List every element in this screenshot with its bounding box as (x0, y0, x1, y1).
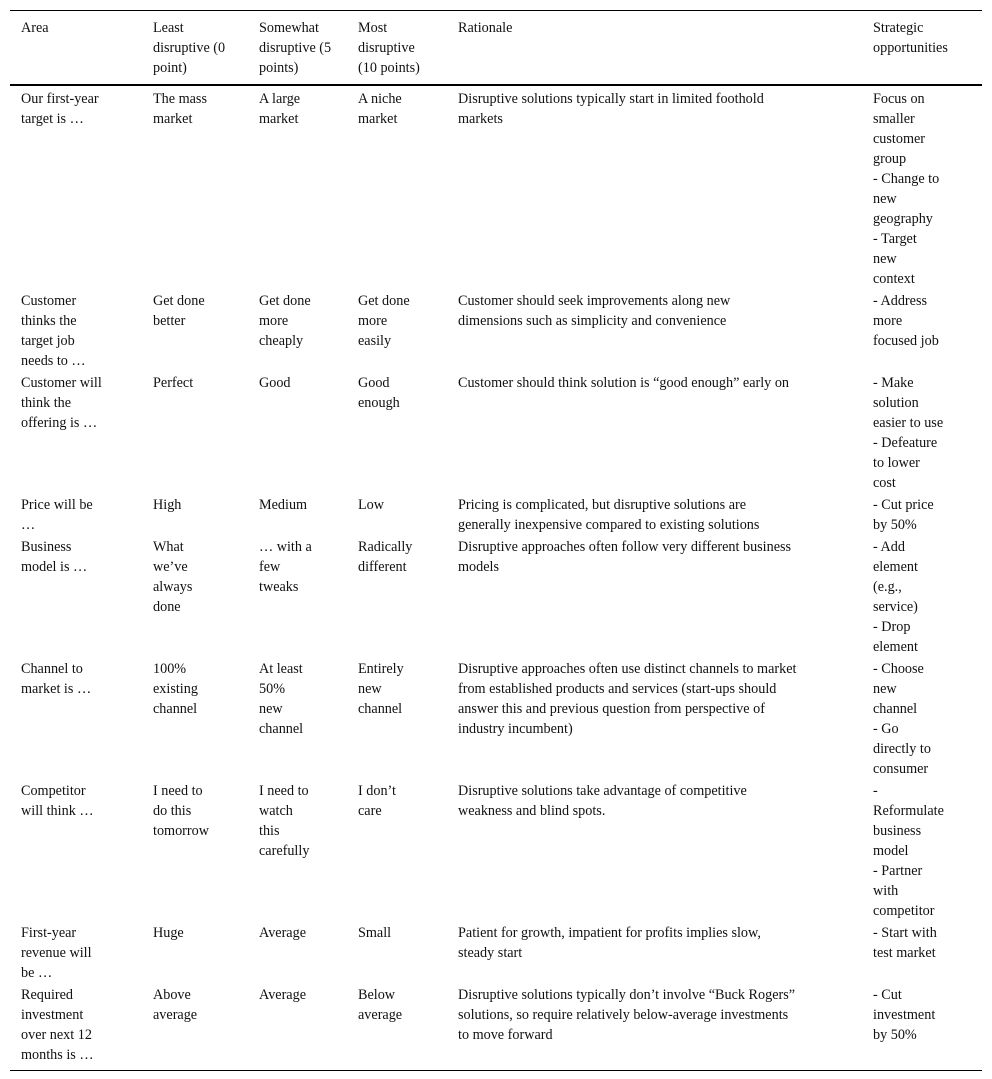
cell-area: Customer will think the offering is … (21, 375, 102, 431)
cell-area: Channel to market is … (21, 661, 92, 697)
cell-area: Customer thinks the target job needs to … (21, 293, 86, 369)
cell-area: First-year revenue will be … (21, 925, 92, 981)
cell-rationale: Disruptive approaches often use distinct channels to market from established products and services (start-ups should answer this and previous question from perspective of industry incumbent) (458, 661, 797, 737)
table-row (10, 779, 982, 921)
cell-opportunities: - Reformulate business model - Partner with competitor (873, 783, 944, 919)
cell-area: Price will be … (21, 497, 93, 533)
cell-opportunities: - Add element (e.g., service) - Drop element (873, 539, 918, 655)
cell-rationale: Patient for growth, impatient for profits implies slow, steady start (458, 925, 761, 961)
cell-rationale: Customer should think solution is “good enough” early on (458, 375, 790, 391)
cell-somewhat: Get done more cheaply (259, 293, 311, 349)
cell-opportunities: - Start with test market (873, 925, 937, 961)
table-row (10, 657, 982, 779)
cell-most: A niche market (358, 91, 402, 127)
table-row (10, 921, 982, 983)
cell-somewhat: A large market (259, 91, 301, 127)
cell-area: Competitor will think … (21, 783, 94, 819)
header-least-disruptive: Least disruptive (0 point) (153, 20, 226, 76)
cell-opportunities: Focus on smaller customer group - Change to new geography - Target new context (873, 91, 940, 287)
cell-opportunities: - Cut investment by 50% (873, 987, 936, 1043)
table-row (10, 371, 982, 493)
disruption-assessment-table (10, 10, 982, 1071)
cell-most: Good enough (358, 375, 400, 411)
table-header (10, 11, 982, 86)
cell-least: Huge (153, 925, 184, 941)
cell-somewhat: Medium (259, 497, 308, 513)
header-somewhat-disruptive: Somewhat disruptive (5 points) (259, 20, 332, 76)
cell-somewhat: At least 50% new channel (259, 661, 304, 737)
cell-most: I don’t care (358, 783, 396, 819)
cell-most: Low (358, 497, 385, 513)
cell-most: Small (358, 925, 392, 941)
cell-rationale: Disruptive solutions take advantage of competitive weakness and blind spots. (458, 783, 747, 819)
cell-least: What we’ve always done (153, 539, 193, 615)
cell-opportunities: - Address more focused job (873, 293, 939, 349)
header-rationale: Rationale (458, 20, 513, 36)
cell-most: Entirely new channel (358, 661, 404, 717)
cell-most: Radically different (358, 539, 413, 575)
table-body (10, 85, 982, 1071)
table-row (10, 289, 982, 371)
cell-somewhat: … with a few tweaks (259, 539, 312, 595)
cell-somewhat: I need to watch this carefully (259, 783, 310, 859)
cell-least: Above average (153, 987, 198, 1023)
cell-least: Get done better (153, 293, 205, 329)
cell-most: Below average (358, 987, 403, 1023)
header-row (10, 11, 982, 86)
cell-area: Required investment over next 12 months is … (21, 987, 94, 1063)
header-strategic-opportunities: Strategic opportunities (873, 20, 948, 56)
table-row (10, 535, 982, 657)
cell-opportunities: - Choose new channel - Go directly to consumer (873, 661, 931, 777)
table-row (10, 493, 982, 535)
cell-rationale: Customer should seek improvements along new dimensions such as simplicity and convenience (458, 293, 731, 329)
cell-least: I need to do this tomorrow (153, 783, 209, 839)
cell-somewhat: Average (259, 987, 306, 1003)
cell-opportunities: - Make solution easier to use - Defeature to lower cost (873, 375, 944, 491)
cell-somewhat: Average (259, 925, 306, 941)
cell-rationale: Disruptive solutions typically don’t involve “Buck Rogers” solutions, so require relatively below-average investments to move forward (458, 987, 796, 1043)
cell-rationale: Disruptive approaches often follow very different business models (458, 539, 792, 575)
cell-opportunities: - Cut price by 50% (873, 497, 934, 533)
cell-somewhat: Good (259, 375, 291, 391)
cell-most: Get done more easily (358, 293, 410, 349)
cell-least: 100% existing channel (153, 661, 198, 717)
disruption-assessment-table-container (10, 10, 982, 1071)
cell-least: The mass market (153, 91, 207, 127)
cell-rationale: Pricing is complicated, but disruptive solutions are generally inexpensive compared to existing solutions (458, 497, 760, 533)
cell-area: Business model is … (21, 539, 88, 575)
cell-rationale: Disruptive solutions typically start in limited foothold markets (458, 91, 764, 127)
table-row (10, 983, 982, 1071)
cell-least: High (153, 497, 182, 513)
header-area: Area (21, 20, 49, 36)
table-row (10, 85, 982, 289)
header-most-disruptive: Most disruptive (10 points) (358, 20, 420, 76)
cell-area: Our first-year target is … (21, 91, 99, 127)
cell-least: Perfect (153, 375, 194, 391)
